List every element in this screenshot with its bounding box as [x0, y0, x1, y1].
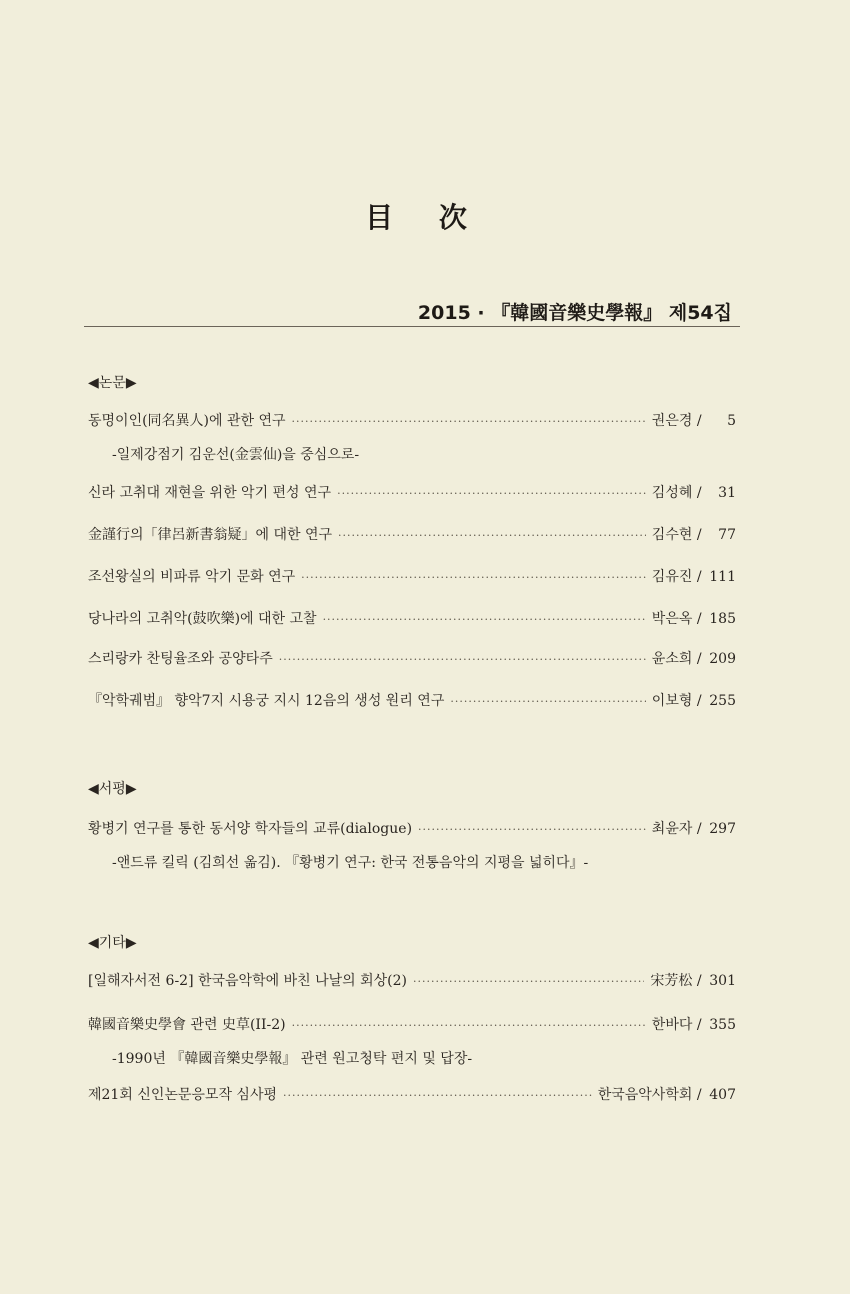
toc-entry[interactable]: 동명이인(同名異人)에 관한 연구 ····· 권은경 / 5: [88, 410, 736, 430]
entry-page: 301: [709, 973, 736, 989]
entry-title: 황병기 연구를 통한 동서양 학자들의 교류(dialogue): [88, 821, 413, 837]
toc-entry[interactable]: 당나라의 고취악(鼓吹樂)에 대한 고찰 ····· 박은옥 / 185: [88, 608, 736, 628]
toc-entry[interactable]: 『악학궤범』 향악7지 시용궁 지시 12음의 생성 원리 연구 ····· 이보형 / 255: [88, 690, 736, 710]
leader-dots: [323, 613, 646, 626]
entry-title: 신라 고취대 재현을 위한 악기 편성 연구: [88, 485, 332, 501]
entry-author: 김성혜: [651, 485, 693, 501]
entry-title: 『악학궤범』 향악7지 시용궁 지시 12음의 생성 원리 연구: [88, 693, 445, 709]
entry-author: 한바다: [651, 1017, 693, 1033]
entry-page: 407: [709, 1087, 736, 1103]
entry-page: 77: [718, 527, 736, 543]
entry-author: 김유진: [651, 569, 693, 585]
toc-entry[interactable]: 신라 고취대 재현을 위한 악기 편성 연구 ····· 김성혜 / 31: [88, 482, 736, 502]
leader-dots: [292, 415, 646, 428]
issue-heading: 2015 · 『韓國音樂史學報』 제54집: [417, 302, 732, 324]
entry-author: 권은경: [651, 413, 693, 429]
entry-title: 스리랑카 찬팅율조와 공양타주: [88, 651, 273, 667]
entry-subtitle: -일제강점기 김운선(金雲仙)을 중심으로-: [112, 447, 360, 463]
entry-author: 한국음악사학회: [597, 1087, 693, 1103]
entry-author: 이보형: [651, 693, 693, 709]
entry-page: 355: [709, 1017, 736, 1033]
page-title: 目 次: [365, 201, 485, 234]
leader-dots: [283, 1089, 592, 1102]
entry-subtitle: -1990년 『韓國音樂史學報』 관련 원고청탁 편지 및 답장-: [112, 1051, 473, 1067]
entry-page: 297: [709, 821, 736, 837]
entry-title: 韓國音樂史學會 관련 史草(II-2): [88, 1017, 286, 1033]
section-label-review: ◀서평▶: [88, 781, 137, 797]
entry-author: 김수현: [651, 527, 693, 543]
entry-author: 박은옥: [651, 611, 693, 627]
leader-dots: [338, 529, 646, 542]
entry-page: 255: [709, 693, 736, 709]
leader-dots: [450, 695, 645, 708]
entry-title: 당나라의 고취악(鼓吹樂)에 대한 고찰: [88, 611, 317, 627]
entry-page: 5: [727, 413, 736, 429]
toc-entry[interactable]: 황병기 연구를 통한 동서양 학자들의 교류(dialogue) ····· 최윤자 / 297: [88, 818, 736, 838]
toc-entry[interactable]: 金謹行의「律呂新書翁疑」에 대한 연구 ····· 김수현 / 77: [88, 524, 736, 544]
entry-title: 조선왕실의 비파류 악기 문화 연구: [88, 569, 296, 585]
leader-dots: [301, 571, 646, 584]
entry-page: 209: [709, 651, 736, 667]
section-label-papers: ◀논문▶: [88, 375, 137, 391]
entry-page: 185: [709, 611, 736, 627]
section-label-etc: ◀기타▶: [88, 935, 137, 951]
entry-title: 동명이인(同名異人)에 관한 연구: [88, 413, 286, 429]
entry-author: 최윤자: [651, 821, 693, 837]
entry-title: [일해자서전 6-2] 한국음악학에 바친 나날의 회상(2): [88, 973, 407, 989]
header-rule: [84, 326, 740, 327]
entry-page: 111: [709, 569, 736, 585]
entry-author: 宋芳松: [650, 973, 693, 989]
toc-entry[interactable]: 조선왕실의 비파류 악기 문화 연구 ····· 김유진 / 111: [88, 566, 736, 586]
leader-dots: [413, 975, 644, 988]
entry-page: 31: [718, 485, 736, 501]
entry-title: 제21회 신인논문응모작 심사평: [88, 1087, 278, 1103]
entry-title: 金謹行의「律呂新書翁疑」에 대한 연구: [88, 527, 333, 543]
entry-subtitle: -앤드류 킬릭 (김희선 옮김). 『황병기 연구: 한국 전통음악의 지평을 넓히다』-: [112, 855, 589, 871]
leader-dots: [292, 1019, 646, 1032]
leader-dots: [418, 823, 646, 836]
leader-dots: [337, 487, 646, 500]
toc-entry[interactable]: 제21회 신인논문응모작 심사평 ····· 한국음악사학회 / 407: [88, 1084, 736, 1104]
toc-entry[interactable]: 스리랑카 찬팅율조와 공양타주 ····· 윤소희 / 209: [88, 648, 736, 668]
toc-entry[interactable]: 韓國音樂史學會 관련 史草(II-2) ····· 한바다 / 355: [88, 1014, 736, 1034]
leader-dots: [279, 653, 646, 666]
toc-entry[interactable]: [일해자서전 6-2] 한국음악학에 바친 나날의 회상(2) ····· 宋芳松 / 301: [88, 970, 736, 990]
entry-author: 윤소희: [651, 651, 693, 667]
